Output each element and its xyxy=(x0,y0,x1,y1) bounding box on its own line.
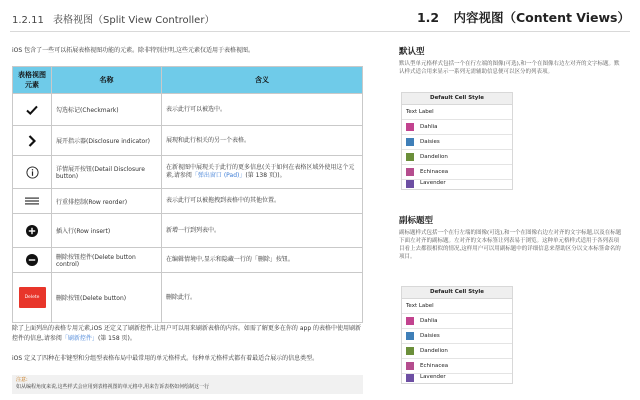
note-box xyxy=(12,375,363,394)
checkmark-icon xyxy=(13,94,52,126)
default-cell-panel xyxy=(401,92,513,190)
row-desc: 删除此行。 xyxy=(162,273,363,323)
list-item-label: Echinacea xyxy=(420,169,449,175)
row-name: 删除按钮控件(Delete button control) xyxy=(52,248,162,273)
list-item-label: Dahlia xyxy=(420,318,438,324)
row-name: 展开指示器(Disclosure indicator) xyxy=(52,126,162,156)
info-icon xyxy=(13,156,52,189)
list-item[interactable] xyxy=(402,135,512,150)
col-header-element: 表格视图元素 xyxy=(13,67,52,94)
section-header-right xyxy=(417,8,630,26)
row-name: 插入行(Row insert) xyxy=(52,214,162,248)
list-item[interactable] xyxy=(402,180,512,189)
subtitle-cell-panel xyxy=(401,286,513,384)
list-item-label: Dandelion xyxy=(420,154,448,160)
chapter-number: 1.2.11 xyxy=(12,15,44,26)
delete-button-sample xyxy=(13,273,52,323)
table-row xyxy=(13,94,363,126)
plus-circle-icon xyxy=(13,214,52,248)
default-style-section xyxy=(399,45,624,76)
row-name: 详情展开按钮(Detail Disclosure button) xyxy=(52,156,162,189)
list-item-label: Text Label xyxy=(406,303,434,309)
subtitle-style-title: 副标题型 xyxy=(399,216,434,226)
delete-button: Delete xyxy=(19,287,46,308)
popover-link[interactable]: 「弹出窗口 (Pad)」 xyxy=(191,172,246,179)
intro-text: iOS 包含了一些可以拓展表格视图功能的元素。除非特别注明,这些元素仅适用于表格视图。 xyxy=(12,47,255,54)
section-title: 内容视图（Content Views） xyxy=(453,10,630,25)
flower-thumbnail-icon xyxy=(406,168,414,176)
chapter-header-left xyxy=(12,11,214,26)
list-item-label: Lavender xyxy=(420,374,446,380)
list-item[interactable] xyxy=(402,359,512,374)
panel-title: Default Cell Style xyxy=(402,93,512,105)
flower-thumbnail-icon xyxy=(406,123,414,131)
subtitle-style-body: 副标题样式包括一个在行左端的图像(可选),和一个在图像右边左对齐的文字标题,以及在标题下面左对齐的副标题。左对齐的文本标签让列表易于浏览。这种单元格样式适用于各列表项目看上去都很相似的情况,这样用户可以用副标题中的详细信息来帮助区分以文本标签命名的项目。 xyxy=(399,230,622,260)
list-item[interactable] xyxy=(402,344,512,359)
table-row xyxy=(13,126,363,156)
refresh-text: 除了上面列出的表格专用元素,iOS 还定义了刷新控件,让用户可以用来刷新表格的内容。如需了解更多在你的 app 的表格中使用刷新控件的信息,请参阅 xyxy=(12,325,362,342)
flower-thumbnail-icon xyxy=(406,153,414,161)
list-item-label: Echinacea xyxy=(420,363,449,369)
subtitle-style-section xyxy=(399,214,624,261)
reorder-icon xyxy=(13,189,52,214)
row-desc-after: (第 138 页))。 xyxy=(245,172,286,179)
table-row xyxy=(13,189,363,214)
note-title: 注意: xyxy=(16,377,28,383)
table-row xyxy=(13,273,363,323)
flower-thumbnail-icon xyxy=(406,317,414,325)
section-number: 1.2 xyxy=(416,10,440,25)
list-item-label: Dahlia xyxy=(420,124,438,130)
row-desc: 展现和此行相关的另一个表格。 xyxy=(162,126,363,156)
row-desc-cell xyxy=(162,156,363,189)
default-style-title: 默认型 xyxy=(399,47,425,57)
refresh-text-after: (第 158 页)。 xyxy=(97,335,136,342)
list-item[interactable] xyxy=(402,105,512,120)
row-desc: 表示此行可以被拖拽到表格中的其他位置。 xyxy=(162,189,363,214)
table-row xyxy=(13,214,363,248)
row-desc: 在新视图中展现关于此行的更多信息(关于如何在表格区域外使用这个元素,请参阅 xyxy=(166,164,355,179)
list-item-label: Daisies xyxy=(420,333,440,339)
row-desc: 表示此行可以被选中。 xyxy=(162,94,363,126)
chapter-title: 表格视图（Split View Controller） xyxy=(53,15,215,26)
list-item[interactable] xyxy=(402,314,512,329)
list-item-label: Dandelion xyxy=(420,348,448,354)
flower-thumbnail-icon xyxy=(406,347,414,355)
flower-thumbnail-icon xyxy=(406,180,414,188)
row-desc: 在编辑情境中,显示和隐藏一行的「删除」按钮。 xyxy=(162,248,363,273)
table-header-row xyxy=(13,67,363,94)
table-row xyxy=(13,248,363,273)
table-row xyxy=(13,156,363,189)
list-item-label: Daisies xyxy=(420,139,440,145)
table-elements-table xyxy=(12,66,363,323)
row-desc: 新增一行到列表中。 xyxy=(162,214,363,248)
minus-circle-icon xyxy=(13,248,52,273)
panel-title: Default Cell Style xyxy=(402,287,512,299)
refresh-control-link[interactable]: 「刷新控件」 xyxy=(61,335,98,342)
flower-thumbnail-icon xyxy=(406,138,414,146)
header-divider xyxy=(10,31,630,32)
refresh-paragraph xyxy=(12,324,367,344)
col-header-meaning: 含义 xyxy=(162,67,363,94)
flower-thumbnail-icon xyxy=(406,332,414,340)
row-name: 勾选标记(Checkmark) xyxy=(52,94,162,126)
chevron-right-icon xyxy=(13,126,52,156)
flower-thumbnail-icon xyxy=(406,374,414,382)
list-item[interactable] xyxy=(402,150,512,165)
col-header-name: 名称 xyxy=(52,67,162,94)
cell-styles-paragraph: iOS 定义了四种在非键型和分组型表格布局中最常用的单元格样式。每种单元格样式都有着最适合展示的信息类型。 xyxy=(12,355,319,362)
default-style-body: 默认型单元格样式包括一个在行左端的图像(可选),和一个在图像右边左对齐的文字标题。默认样式适合用来显示一系列无需辅助信息便可以区分的列表项。 xyxy=(399,61,620,75)
row-name: 删除按钮(Delete button) xyxy=(52,273,162,323)
list-item-label: Text Label xyxy=(406,109,434,115)
list-item[interactable] xyxy=(402,120,512,135)
flower-thumbnail-icon xyxy=(406,362,414,370)
list-item-label: Lavender xyxy=(420,180,446,186)
list-item[interactable] xyxy=(402,165,512,180)
list-item[interactable] xyxy=(402,299,512,314)
list-item[interactable] xyxy=(402,374,512,383)
list-item[interactable] xyxy=(402,329,512,344)
note-body: 如从编程角度来说,这些样式会应用到表格视图的单元格中,用来告诉表格如何绘制这一行 xyxy=(16,384,210,390)
row-name: 行重排控制(Row reorder) xyxy=(52,189,162,214)
